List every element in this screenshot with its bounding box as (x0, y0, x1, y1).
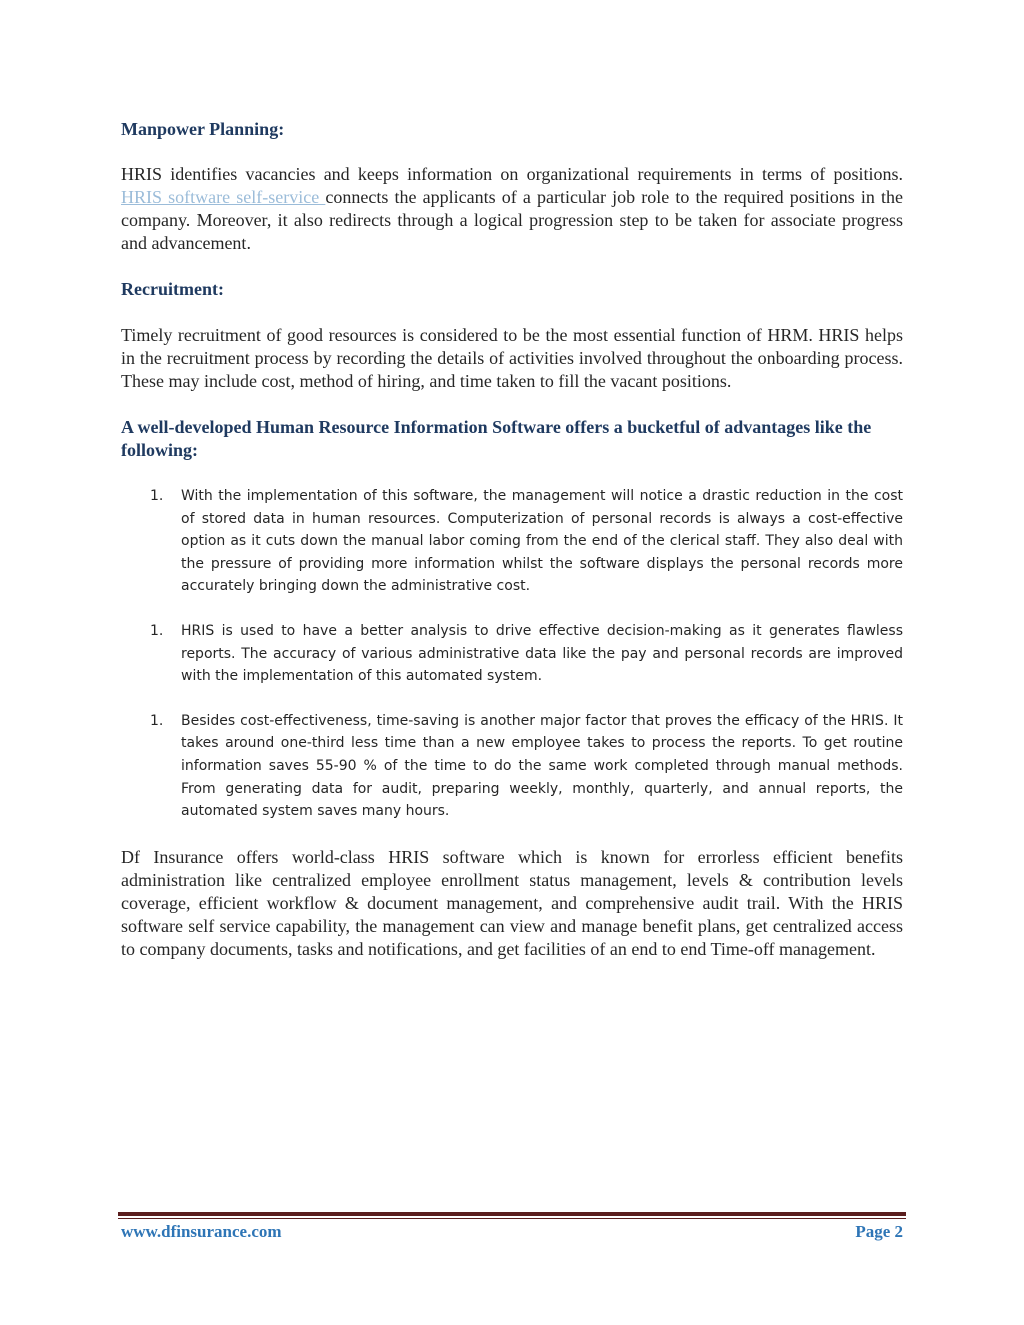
paragraph-text: HRIS identifies vacancies and keeps information on organizational requirements in terms of positions. (121, 164, 903, 184)
list-item-number: 1. (150, 488, 164, 504)
footer-divider (118, 1212, 906, 1216)
paragraph-closing: Df Insurance offers world-class HRIS software which is known for errorless efficient benefits administration like centralized employee enrollment status management, levels & contribution levels coverage, efficient workflow & document management, and comprehensive audit trail. With the HRIS software self service capability, the management can view and manage benefit plans, get centralized access to company documents, tasks and notifications, and get facilities of an end to end Time-off management. (121, 846, 903, 959)
list-item-text: With the implementation of this software, the management will notice a drastic reduction in the cost of stored data in human resources. Computerization of personal records is always a cost-effective option as it cuts down the manual labor coming from the end of the clerical staff. They also deal with the pressure of providing more information whilst the software displays the personal records more accurately bringing down the administrative cost. (181, 488, 903, 595)
list-item (121, 620, 903, 688)
list-item (121, 485, 903, 598)
spacer (121, 393, 903, 416)
hris-self-service-link[interactable]: HRIS software self-service (121, 187, 326, 207)
spacer (121, 462, 903, 485)
paragraph-text: connects the applicants of a particular job role to the required positions in the company. Moreover, it also redirects through a logical progression step to be taken for associate progress and advancement. (121, 187, 903, 253)
page-content (121, 118, 903, 961)
advantages-list (121, 485, 903, 823)
paragraph-recruitment: Timely recruitment of good resources is considered to be the most essential function of HRM. HRIS helps in the recruitment process by recording the details of activities involved throughout the onboarding process. These may include cost, method of hiring, and time taken to fill the vacant positions. (121, 325, 903, 391)
spacer (121, 301, 903, 324)
footer-page-number: Page 2 (855, 1222, 903, 1241)
footer-website[interactable]: www.dfinsurance.com (121, 1222, 282, 1241)
spacer (121, 141, 903, 163)
section-heading-recruitment: Recruitment: (121, 279, 224, 299)
list-item-number: 1. (150, 712, 164, 729)
spacer (121, 823, 903, 846)
footer-divider-thin (118, 1218, 906, 1219)
spacer (121, 255, 903, 278)
spacer (121, 688, 903, 710)
section-heading-advantages: A well-developed Human Resource Information Software offers a bucketful of advantages like the following: (121, 417, 872, 460)
list-item-text: Besides cost-effectiveness, time-saving is another major factor that proves the efficacy of the HRIS. It takes around one-third less time than a new employee takes to process the reports. To get routine information saves 55-90 % of the time to do the same work completed through manual methods. From generating data for audit, preparing weekly, monthly, quarterly, and annual reports, the automated system saves many hours. (181, 712, 903, 820)
section-heading-manpower: Manpower Planning: (121, 119, 285, 139)
paragraph-manpower (121, 163, 903, 255)
spacer (121, 598, 903, 620)
list-item-number: 1. (150, 622, 164, 639)
list-item (121, 710, 903, 823)
list-item-text: HRIS is used to have a better analysis to drive effective decision-making as it generates flawless reports. The accuracy of various administrative data like the pay and personal records are improved with the implementation of this automated system. (181, 622, 903, 685)
